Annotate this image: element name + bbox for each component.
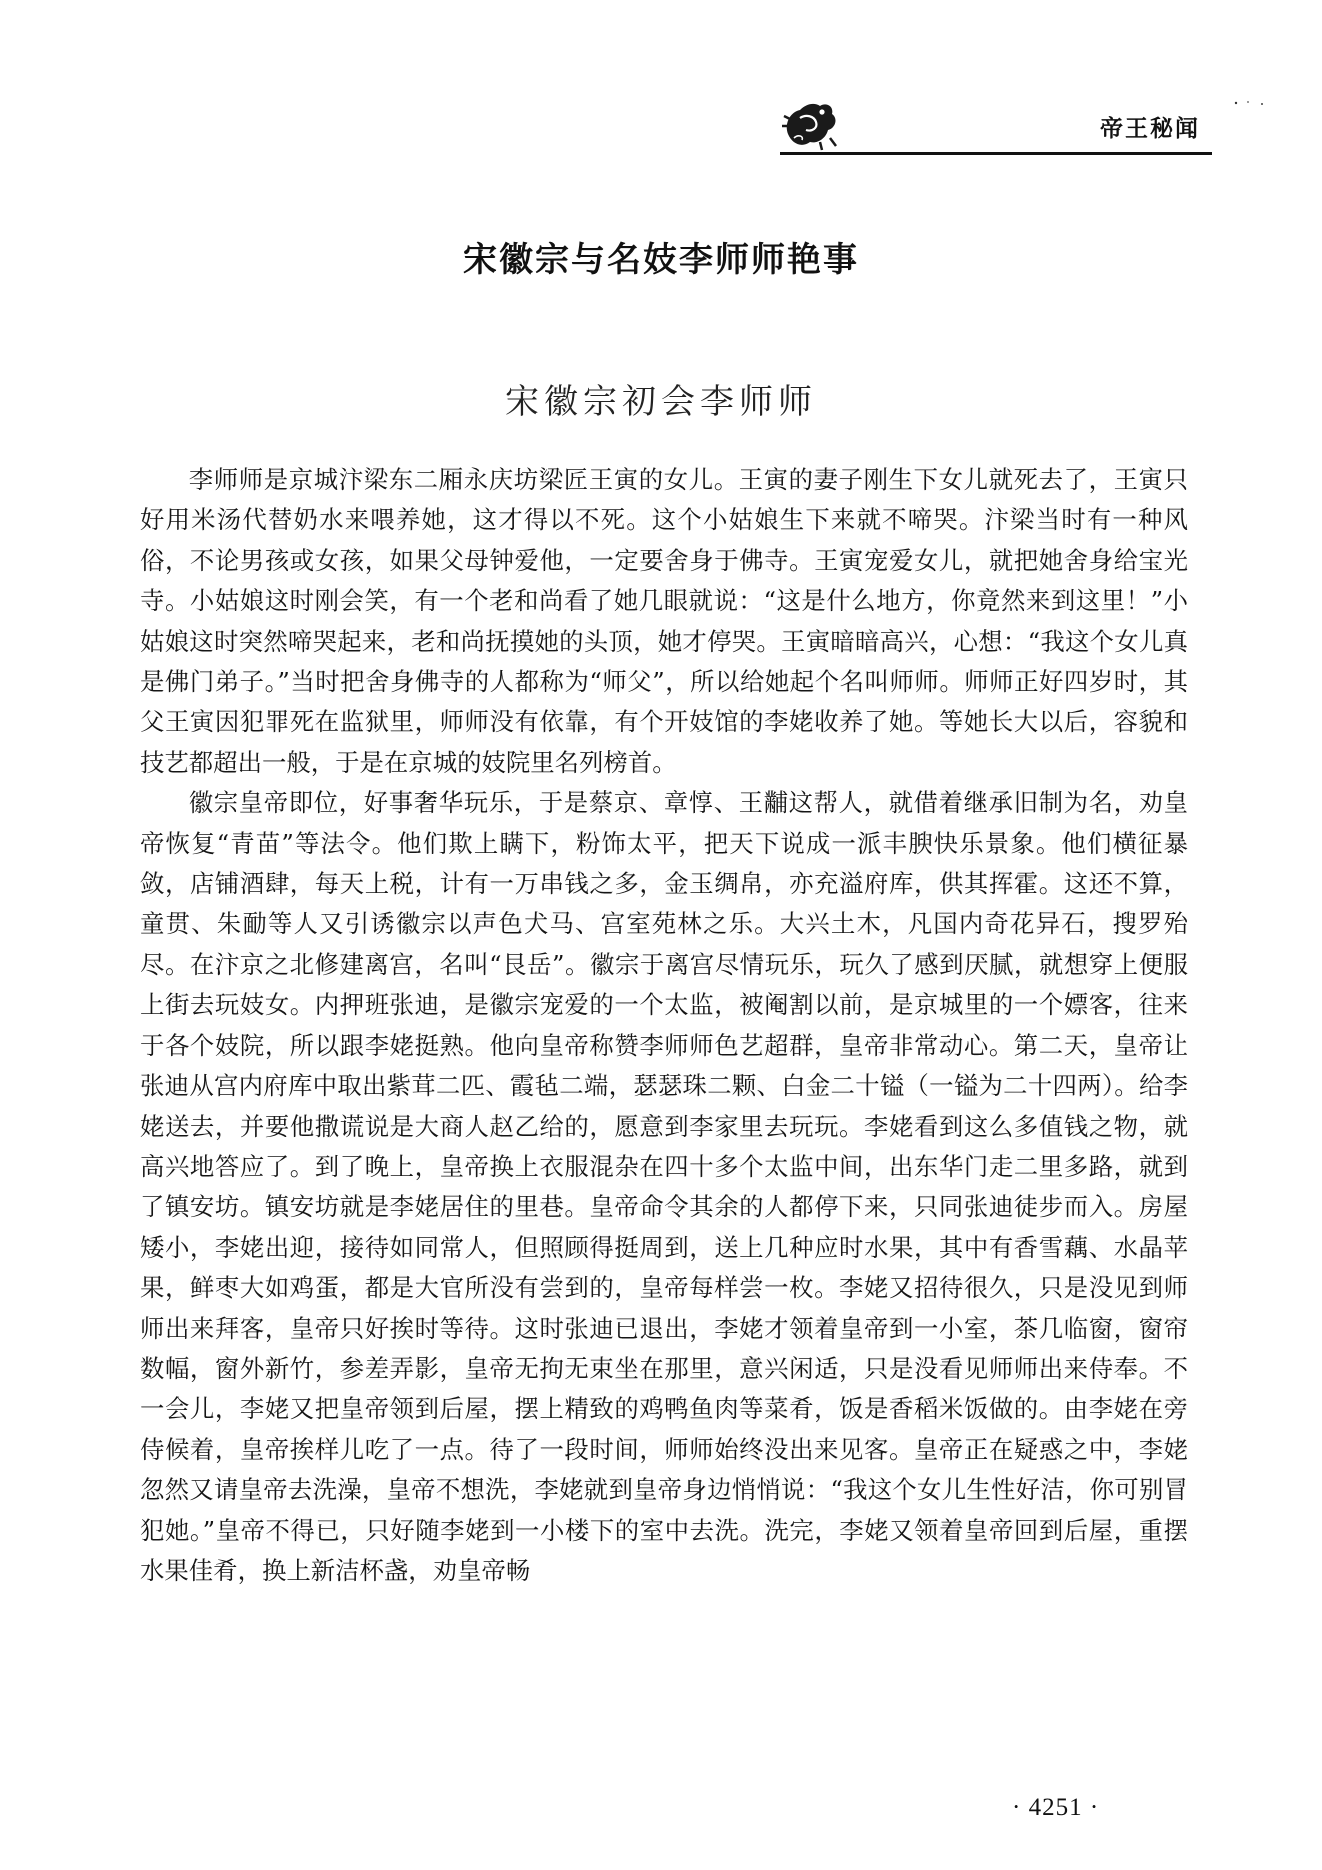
article-body bbox=[140, 460, 1188, 1591]
paragraph: 徽宗皇帝即位，好事奢华玩乐，于是蔡京、章惇、王黼这帮人，就借着继承旧制为名，劝皇帝恢复“青苗”等法令。他们欺上瞒下，粉饰太平，把天下说成一派丰腴快乐景象。他们横征暴敛，店铺酒肆，每天上税，计有一万串钱之多，金玉绸帛，亦充溢府库，供其挥霍。这还不算，童贯、朱勔等人又引诱徽宗以声色犬马、宫室苑林之乐。大兴土木，凡国内奇花异石，搜罗殆尽。在汴京之北修建离宫，名叫“艮岳”。徽宗于离宫尽情玩乐，玩久了感到厌腻，就想穿上便服上街去玩妓女。内押班张迪，是徽宗宠爱的一个太监，被阉割以前，是京城里的一个嫖客，往来于各个妓院，所以跟李姥挺熟。他向皇帝称赞李师师色艺超群，皇帝非常动心。第二天，皇帝让张迪从宫内府库中取出紫茸二匹、霞毡二端，瑟瑟珠二颗、白金二十镒（一镒为二十四两）。给李姥送去，并要他撒谎说是大商人赵乙给的，愿意到李家里去玩玩。李姥看到这么多值钱之物，就高兴地答应了。到了晚上，皇帝换上衣服混杂在四十多个太监中间，出东华门走二里多路，就到了镇安坊。镇安坊就是李姥居住的里巷。皇帝命令其余的人都停下来，只同张迪徒步而入。房屋矮小，李姥出迎，接待如同常人，但照顾得挺周到，送上几种应时水果，其中有香雪藕、水晶苹果，鲜枣大如鸡蛋，都是大官所没有尝到的，皇帝每样尝一枚。李姥又招待很久，只是没见到师师出来拜客，皇帝只好挨时等待。这时张迪已退出，李姥才领着皇帝到一小室，茶几临窗，窗帘数幅，窗外新竹，参差弄影，皇帝无拘无束坐在那里，意兴闲适，只是没看见师师出来侍奉。不一会儿，李姥又把皇帝领到后屋，摆上精致的鸡鸭鱼肉等菜肴，饭是香稻米饭做的。由李姥在旁侍候着，皇帝挨样儿吃了一点。待了一段时间，师师始终没出来见客。皇帝正在疑惑之中，李姥忽然又请皇帝去洗澡，皇帝不想洗，李姥就到皇帝身边悄悄说：“我这个女儿生性好洁，你可别冒犯她。”皇帝不得已，只好随李姥到一小楼下的室中去洗。洗完，李姥又领着皇帝回到后屋，重摆水果佳肴，换上新洁杯盏，劝皇帝畅 bbox=[140, 788, 1188, 1585]
header-rule bbox=[780, 152, 1212, 155]
running-header bbox=[780, 88, 1212, 158]
page-number: · 4251 · bbox=[1012, 1794, 1100, 1821]
section-subtitle: 宋徽宗初会李师师 bbox=[505, 382, 817, 422]
dragon-icon bbox=[780, 94, 840, 152]
section-label: 帝王秘闻 bbox=[1100, 116, 1200, 142]
article-title: 宋徽宗与名妓李师师艳事 bbox=[463, 240, 859, 280]
scan-speck-marks bbox=[1232, 98, 1272, 108]
paragraph: 李师师是京城汴梁东二厢永庆坊梁匠王寅的女儿。王寅的妻子刚生下女儿就死去了，王寅只好用米汤代替奶水来喂养她，这才得以不死。这个小姑娘生下来就不啼哭。汴梁当时有一种风俗，不论男孩或女孩，如果父母钟爱他，一定要舍身于佛寺。王寅宠爱女儿，就把她舍身给宝光寺。小姑娘这时刚会笑，有一个老和尚看了她几眼就说：“这是什么地方，你竟然来到这里！”小姑娘这时突然啼哭起来，老和尚抚摸她的头顶，她才停哭。王寅暗暗高兴，心想：“我这个女儿真是佛门弟子。”当时把舍身佛寺的人都称为“师父”，所以给她起个名叫师师。师师正好四岁时，其父王寅因犯罪死在监狱里，师师没有依靠，有个开妓馆的李姥收养了她。等她长大以后，容貌和技艺都超出一般，于是在京城的妓院里名列榜首。 bbox=[140, 465, 1188, 777]
